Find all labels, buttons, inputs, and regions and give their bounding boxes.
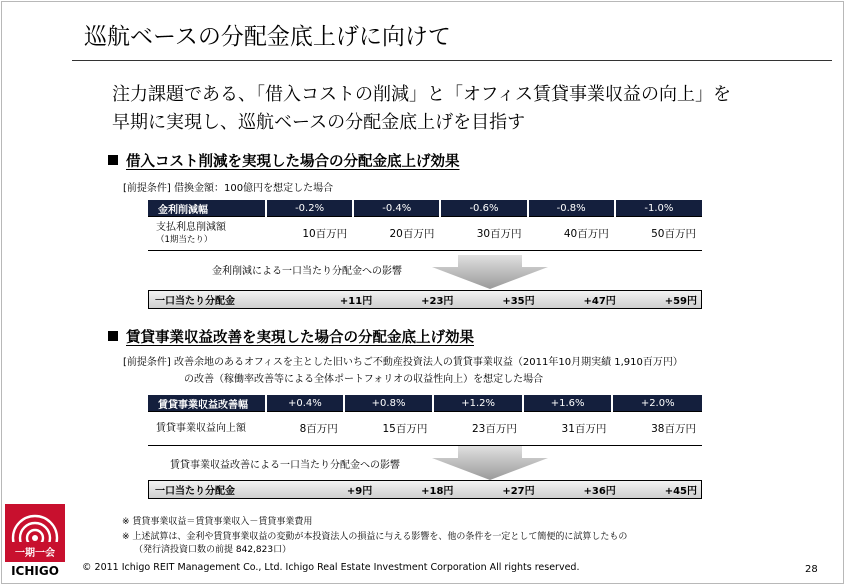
result-value: +23円 (421, 296, 454, 307)
down-arrow-icon (430, 255, 550, 289)
header-cell: -1.0% (615, 200, 702, 217)
result-value: +11円 (339, 296, 373, 307)
header-label: 賃貸事業収益改善幅 (148, 395, 266, 412)
row-label: 支払利息削減額 （1期当たり） (148, 217, 266, 251)
section1-table (148, 200, 702, 251)
header-cell: +0.8% (344, 395, 434, 412)
bullet-square-icon (108, 331, 118, 341)
table-cell: 10百万円 (266, 217, 353, 251)
table-cell: 30百万円 (440, 217, 527, 251)
table-cell: 50百万円 (615, 217, 702, 251)
table-cell: 23百万円 (433, 412, 523, 446)
result-value: +36円 (583, 486, 616, 497)
lead-line-2: 早期に実現し、巡航ベースの分配金底上げを目指す (112, 112, 526, 133)
footnote-2: ※ 上述試算は、金利や賃貸事業収益の変動が本投資法人の損益に与える影響を、他の条件を一定として簡便的に試算したもの (122, 532, 628, 542)
header-label: 金利削減幅 (148, 200, 266, 217)
table-header-row (148, 395, 702, 412)
result-value: +45円 (664, 486, 698, 497)
header-cell: +1.6% (523, 395, 613, 412)
section1-premise: [前提条件] 借換金額：100億円を想定した場合 (123, 183, 334, 194)
section1-heading: 借入コスト削減を実現した場合の分配金底上げ効果 (108, 150, 460, 171)
header-cell: -0.2% (266, 200, 353, 217)
logo-mark-icon (5, 504, 65, 580)
row-label: 賃貸事業収益向上額 (148, 412, 266, 446)
header-cell: -0.8% (528, 200, 615, 217)
section1-arrow-caption: 金利削減による一口当たり分配金への影響 (212, 266, 402, 277)
result-value: +27円 (502, 486, 535, 497)
table-row (148, 217, 702, 251)
result-label: 一口当たり分配金 (155, 486, 235, 497)
page-title: 巡航ベースの分配金底上げに向けて (84, 24, 451, 50)
table-row (148, 412, 702, 446)
result-value: +35円 (502, 296, 535, 307)
header-cell: +2.0% (612, 395, 702, 412)
header-cell: +1.2% (433, 395, 523, 412)
section2-result-bar (148, 480, 702, 499)
bullet-square-icon (108, 155, 118, 165)
title-divider (72, 60, 832, 61)
section2-heading: 賃貸事業収益改善を実現した場合の分配金底上げ効果 (108, 326, 474, 347)
table-cell: 38百万円 (612, 412, 702, 446)
page-number: 28 (805, 564, 818, 575)
table-header-row (148, 200, 702, 217)
header-cell: -0.6% (440, 200, 527, 217)
section2-arrow-caption: 賃貸事業収益改善による一口当たり分配金への影響 (170, 460, 400, 471)
table-cell: 8百万円 (266, 412, 344, 446)
ichigo-logo (5, 504, 65, 580)
footnote-3: （発行済投資口数の前提 842,823口） (134, 545, 292, 555)
table-cell: 40百万円 (528, 217, 615, 251)
section2-premise-line1: [前提条件] 改善余地のあるオフィスを主とした旧いちご不動産投資法人の賃貸事業収益（2011年10月期実績 1,910百万円） (123, 357, 683, 368)
footnote-1: ※ 賃貸事業収益＝賃貸事業収入－賃貸事業費用 (122, 517, 313, 527)
lead-line-1: 注力課題である、「借入コストの削減」と「オフィス賃貸事業収益の向上」を (112, 84, 732, 105)
logo-wordmark: ICHIGO (11, 564, 59, 578)
result-value: +47円 (583, 296, 616, 307)
result-label: 一口当たり分配金 (155, 296, 235, 307)
table-cell: 15百万円 (344, 412, 434, 446)
header-cell: -0.4% (353, 200, 440, 217)
section2-table (148, 395, 702, 446)
table-cell: 31百万円 (523, 412, 613, 446)
table-cell: 20百万円 (353, 217, 440, 251)
result-value: +9円 (346, 486, 373, 497)
result-value: +59円 (664, 296, 698, 307)
section1-result-bar (148, 290, 702, 309)
section2-premise-line2: の改善（稼働率改善等による全体ポートフォリオの収益性向上）を想定した場合 (184, 374, 544, 385)
header-cell: +0.4% (266, 395, 344, 412)
logo-kanji: 一期一会 (15, 548, 55, 559)
result-value: +18円 (421, 486, 454, 497)
copyright: © 2011 Ichigo REIT Management Co., Ltd. Ichigo Real Estate Investment Corporation All rights reserved. (82, 562, 580, 573)
down-arrow-icon (430, 446, 550, 480)
